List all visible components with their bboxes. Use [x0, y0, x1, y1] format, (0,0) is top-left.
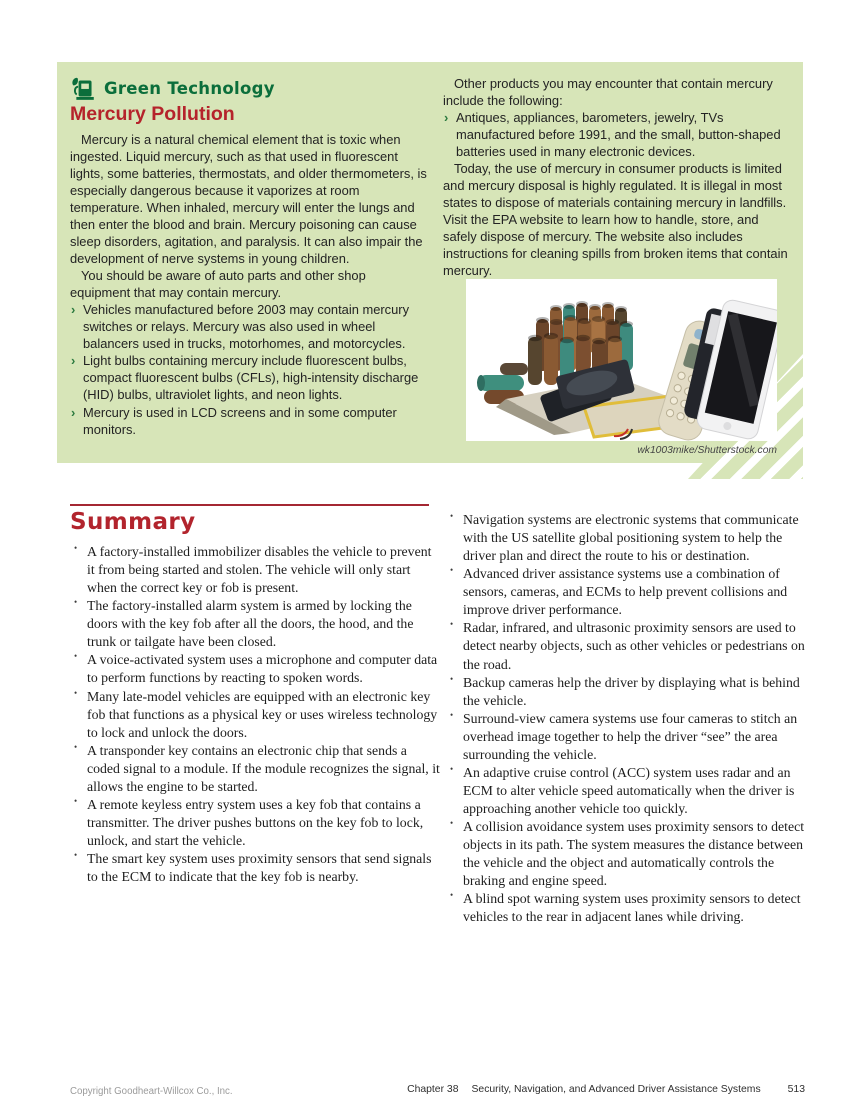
chevron-bullet-icon: › [71, 353, 76, 369]
summary-item [70, 597, 442, 651]
running-footer [407, 1084, 805, 1095]
summary-item-text: Advanced driver assistance systems use a combination of sensors, cameras, and ECMs to help prevent collisions and improve driver performance. [463, 566, 788, 618]
summary-item-text: A blind spot warning system uses proximity sensors to detect vehicles to the rear in adjacent lanes while driving. [463, 891, 801, 925]
feature-bullet-item [443, 109, 791, 160]
dot-bullet-icon: • [450, 565, 454, 576]
copyright-notice: Copyright Goodheart-Willcox Co., Inc. [70, 1086, 233, 1097]
feature-bullet-list [70, 301, 427, 437]
dot-bullet-icon: • [450, 511, 454, 521]
summary-item [70, 742, 442, 796]
summary-item-text: A collision avoidance system uses proximity sensors to detect objects in its path. The system measures the distance between the vehicle and the object and automatically controls the braking and engine speed. [463, 819, 805, 889]
summary-item-text: Surround-view camera systems use four cameras to stitch an overhead image together to help the driver “see” the area surrounding the vehicle. [463, 710, 798, 762]
summary-item [70, 651, 442, 687]
dot-bullet-icon: • [74, 741, 78, 752]
summary-item [446, 818, 818, 890]
feature-bullet-list [443, 109, 791, 160]
dot-bullet-icon: • [450, 673, 454, 684]
dot-bullet-icon: • [74, 651, 78, 662]
feature-bullet-item [70, 352, 427, 403]
dot-bullet-icon: • [450, 763, 454, 774]
gas-pump-leaf-icon [70, 76, 97, 101]
summary-left-column [70, 543, 442, 886]
chevron-bullet-icon: › [444, 110, 449, 126]
feature-bullet-item [70, 301, 427, 352]
summary-item-text: A transponder key contains an electronic chip that sends a coded signal to a module. If the module recognizes the signal, it allows the engine to be started. [87, 742, 440, 794]
summary-item-text: Many late-model vehicles are equipped with an electronic key fob that functions as a physical key or uses wireless technology to lock and unlock the doors. [87, 688, 438, 740]
feature-title: Mercury Pollution [70, 103, 235, 125]
dot-bullet-icon: • [450, 619, 454, 630]
feature-left-column [70, 75, 427, 438]
feature-header [70, 76, 427, 101]
summary-item-text: The factory-installed alarm system is armed by locking the doors with the key fob after all the doors, the hood, and the trunk or tailgate have been closed. [87, 598, 414, 650]
recycled-electronics-photo [466, 279, 777, 441]
batteries-and-phones-illustration [466, 279, 777, 441]
summary-item [446, 674, 818, 710]
feature-paragraph: You should be aware of auto parts and other shop equipment that may contain mercury. [70, 268, 366, 301]
page-number: 513 [787, 1084, 805, 1095]
summary-item [446, 710, 818, 764]
chapter-label: Chapter 38 [407, 1084, 459, 1095]
dot-bullet-icon: • [450, 890, 454, 901]
feature-bullet-text: Light bulbs containing mercury include fluorescent bulbs, compact fluorescent bulbs (CFLs), high-intensity discharge (HID) bulbs, ultraviolet lights, and neon lights. [83, 353, 419, 403]
summary-right-column [446, 511, 818, 926]
summary-rule [70, 504, 429, 506]
summary-item [70, 688, 442, 742]
feature-bullet-text: Vehicles manufactured before 2003 may contain mercury switches or relays. Mercury was also used in wheel balancers used in trucks, motorhomes, and motorcycles. [83, 302, 410, 352]
summary-item [446, 764, 818, 818]
feature-bullet-text: Mercury is used in LCD screens and in some computer monitors. [83, 404, 397, 437]
dot-bullet-icon: • [74, 850, 78, 861]
dot-bullet-icon: • [74, 597, 78, 608]
summary-item-text: Radar, infrared, and ultrasonic proximity sensors are used to detect nearby objects, such as other vehicles or pedestrians on the road. [463, 620, 805, 672]
summary-item [446, 565, 818, 619]
summary-item [446, 890, 818, 926]
summary-item-text: Navigation systems are electronic systems that communicate with the US satellite global positioning system to help the driver plan and direct the route to his or destination. [463, 512, 799, 564]
summary-item-text: A factory-installed immobilizer disables the vehicle to prevent it from being started and stolen. The vehicle will only start when the correct key or fob is present. [87, 544, 432, 596]
photo-credit: wk1003mike/Shutterstock.com [637, 445, 777, 456]
feature-bullet-text: Antiques, appliances, barometers, jewelry, TVs manufactured before 1991, and the small, button-shaped batteries used in many electronic devices. [456, 110, 781, 160]
summary-item [70, 850, 442, 886]
feature-paragraph: Today, the use of mercury in consumer products is limited and mercury disposal is highly regulated. It is illegal in most states to dispose of materials containing mercury in landfills. Visit the EPA website to learn how to handle, store, and safely dispose of mercury. The website also includes instructions for cleaning spills from broken items that contain mercury. [443, 161, 788, 279]
summary-item-text: The smart key system uses proximity sensors that send signals to the ECM to indicate that the key fob is nearby. [87, 851, 432, 885]
chevron-bullet-icon: › [71, 404, 76, 420]
dot-bullet-icon: • [74, 795, 78, 806]
summary-item-text: Backup cameras help the driver by displaying what is behind the vehicle. [463, 674, 800, 708]
summary-item [70, 543, 442, 597]
summary-item [446, 619, 818, 673]
summary-item [70, 796, 442, 850]
chapter-title: Security, Navigation, and Advanced Driver Assistance Systems [471, 1084, 761, 1095]
dot-bullet-icon: • [74, 543, 78, 553]
feature-kicker: Green Technology [104, 79, 275, 98]
summary-item [446, 511, 818, 565]
chevron-bullet-icon: › [71, 302, 76, 318]
feature-paragraph: Other products you may encounter that contain mercury include the following: [443, 76, 773, 109]
summary-item-text: A voice-activated system uses a microphone and computer data to perform functions by reacting to spoken words. [87, 652, 438, 686]
dot-bullet-icon: • [450, 709, 454, 720]
dot-bullet-icon: • [74, 687, 78, 698]
dot-bullet-icon: • [450, 818, 454, 829]
summary-heading: Summary [70, 509, 196, 535]
summary-item-text: An adaptive cruise control (ACC) system uses radar and an ECM to alter vehicle speed automatically when the driver is approaching another vehicle too quickly. [463, 764, 795, 816]
feature-paragraph: Mercury is a natural chemical element that is toxic when ingested. Liquid mercury, such as that used in fluorescent lights, some batteries, thermostats, and older thermometers, is especially dangerous because it vaporizes at room temperature. When inhaled, mercury will enter the lungs and then enter the blood and brain. Mercury poisoning can cause sleep disorders, agitation, and paralysis. It can also impair the development of nerve systems in young children. [70, 132, 427, 267]
green-technology-feature-box [57, 62, 803, 463]
summary-item-text: A remote keyless entry system uses a key fob that contains a transmitter. The driver pushes buttons on the key fob to lock, unlock, and start the vehicle. [87, 796, 424, 848]
feature-bullet-item [70, 404, 427, 438]
